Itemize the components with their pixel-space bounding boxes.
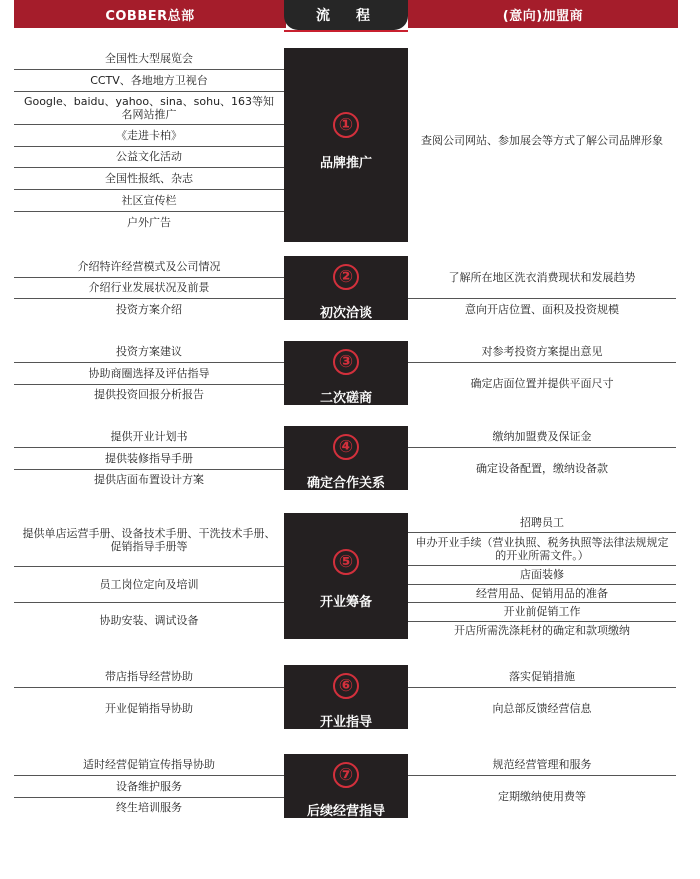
- hq-task: [14, 167, 284, 189]
- franchisee-task: [408, 447, 676, 490]
- hq-task: [14, 189, 284, 211]
- row-divider: [408, 447, 676, 448]
- franchisee-task-text: 向总部反馈经营信息: [492, 701, 592, 715]
- hq-task: [14, 341, 284, 362]
- stage-number: ④: [333, 434, 359, 460]
- franchisee-task: [408, 426, 676, 447]
- row-divider: [14, 124, 284, 125]
- row-divider: [408, 602, 676, 603]
- header-hq: COBBER总部: [14, 0, 286, 28]
- header-franchisee: (意向)加盟商: [408, 0, 678, 28]
- franchisee-task: [408, 565, 676, 584]
- franchisee-task-text: 定期缴纳使用费等: [498, 790, 586, 803]
- row-divider: [14, 775, 284, 776]
- row-divider: [408, 532, 676, 533]
- row-divider: [14, 602, 284, 603]
- stage-name: 确定合作关系: [306, 476, 385, 491]
- hq-task: [14, 146, 284, 167]
- franchisee-task: [408, 513, 676, 532]
- hq-task: [14, 256, 284, 277]
- hq-task-text: 介绍特许经营模式及公司情况: [77, 260, 221, 273]
- hq-task-text: 提供开业计划书: [110, 430, 188, 443]
- franchisee-task-text: 意向开店位置、面积及投资规模: [465, 302, 619, 316]
- row-divider: [408, 298, 676, 299]
- stage-number: ⑤: [333, 549, 359, 575]
- row-divider: [14, 797, 284, 798]
- stage-name: 开业筹备: [319, 595, 372, 610]
- hq-task-text: 户外广告: [127, 215, 171, 229]
- row-divider: [408, 775, 676, 776]
- stage-box-6: [284, 665, 408, 729]
- hq-task-text: 协助安装、调试设备: [99, 614, 199, 627]
- hq-task-text: 协助商圈选择及评估指导: [88, 366, 210, 380]
- franchisee-task-text: 规范经营管理和服务: [492, 758, 592, 771]
- row-divider: [14, 566, 284, 567]
- franchisee-task: [408, 602, 676, 621]
- franchisee-task-text: 经营用品、促销用品的准备: [476, 586, 608, 600]
- stage-box-3: [284, 341, 408, 405]
- hq-task: [14, 277, 284, 298]
- hq-task-text: 投资方案介绍: [116, 302, 182, 316]
- stage-name: 初次洽谈: [319, 306, 372, 321]
- hq-task-text: 社区宣传栏: [121, 193, 177, 207]
- row-divider: [14, 362, 284, 363]
- franchisee-task-text: 开业前促销工作: [503, 605, 581, 618]
- stage-number: ③: [333, 349, 359, 375]
- hq-task-text: 《走进卡柏》: [116, 128, 182, 142]
- franchisee-task-text: 查阅公司网站、参加展会等方式了解公司品牌形象: [421, 133, 663, 147]
- stage-number: ⑦: [333, 762, 359, 788]
- hq-task-text: Google、baidu、yahoo、sina、sohu、163等知名网站推广: [23, 94, 275, 121]
- hq-task-text: 公益文化活动: [116, 150, 182, 163]
- hq-task: [14, 362, 284, 384]
- hq-task-text: 终生培训服务: [116, 801, 182, 814]
- stage-number: ⑥: [333, 673, 359, 699]
- hq-task-text: 全国性大型展览会: [105, 52, 193, 65]
- row-divider: [14, 146, 284, 147]
- hq-task: [14, 384, 284, 405]
- hq-task-text: 提供装修指导手册: [105, 451, 193, 465]
- hq-task: [14, 687, 284, 729]
- hq-task-text: 提供店面布置设计方案: [94, 473, 204, 486]
- franchisee-task: [408, 775, 676, 818]
- franchisee-task-text: 落实促销措施: [509, 669, 575, 683]
- stage-box-4: [284, 426, 408, 490]
- row-divider: [408, 584, 676, 585]
- hq-task-text: 设备维护服务: [116, 779, 182, 793]
- franchisee-task-text: 确定店面位置并提供平面尺寸: [470, 377, 614, 390]
- stage-name: 后续经营指导: [306, 804, 385, 819]
- stage-box-7: [284, 754, 408, 818]
- franchisee-task-text: 了解所在地区洗衣消费现状和发展趋势: [448, 270, 636, 284]
- franchisee-task-text: 申办开业手续（营业执照、税务执照等法律法规规定的开业所需文件。）: [415, 535, 669, 562]
- franchisee-task: [408, 256, 676, 298]
- franchisee-task: [408, 298, 676, 320]
- hq-task: [14, 513, 284, 566]
- hq-task-text: 全国性报纸、杂志: [105, 171, 193, 185]
- hq-task-text: 开业促销指导协助: [105, 701, 193, 715]
- stage-box-1: [284, 48, 408, 242]
- franchisee-task: [408, 341, 676, 362]
- franchisee-task-text: 缴纳加盟费及保证金: [492, 430, 592, 443]
- franchisee-task-text: 对参考投资方案提出意见: [481, 345, 603, 358]
- hq-task: [14, 211, 284, 233]
- row-divider: [14, 469, 284, 470]
- franchisee-task: [408, 532, 676, 565]
- stage-number: ②: [333, 264, 359, 290]
- row-divider: [14, 91, 284, 92]
- row-divider: [14, 277, 284, 278]
- row-divider: [408, 565, 676, 566]
- franchisee-task-text: 开店所需洗涤耗材的确定和款项缴纳: [454, 623, 630, 637]
- franchisee-task: [408, 665, 676, 687]
- row-divider: [408, 621, 676, 622]
- hq-task: [14, 469, 284, 490]
- stage-name: 品牌推广: [319, 156, 372, 171]
- row-divider: [14, 384, 284, 385]
- row-divider: [14, 211, 284, 212]
- franchisee-task: [408, 754, 676, 775]
- hq-task-text: 员工岗位定向及培训: [99, 577, 199, 591]
- franchisee-task-text: 确定设备配置，缴纳设备款: [476, 462, 608, 475]
- hq-task-text: 带店指导经营协助: [105, 669, 193, 683]
- row-divider: [408, 687, 676, 688]
- franchisee-task-text: 招聘员工: [520, 516, 564, 529]
- hq-task: [14, 48, 284, 69]
- row-divider: [408, 362, 676, 363]
- hq-task: [14, 298, 284, 320]
- hq-task: [14, 69, 284, 91]
- row-divider: [14, 447, 284, 448]
- row-divider: [14, 687, 284, 688]
- stage-box-2: [284, 256, 408, 320]
- hq-task-text: CCTV、各地地方卫视台: [90, 73, 208, 87]
- stage-name: 开业指导: [319, 715, 372, 730]
- franchisee-task-text: 店面装修: [520, 568, 564, 581]
- hq-task: [14, 426, 284, 447]
- hq-task: [14, 797, 284, 818]
- stage-box-5: [284, 513, 408, 639]
- hq-task: [14, 124, 284, 146]
- hq-task: [14, 447, 284, 469]
- hq-task: [14, 775, 284, 797]
- hq-task-text: 介绍行业发展状况及前景: [88, 281, 210, 294]
- franchisee-task: [408, 687, 676, 729]
- hq-task: [14, 91, 284, 124]
- hq-task-text: 提供投资回报分析报告: [94, 388, 204, 401]
- stage-number: ①: [333, 112, 359, 138]
- header-process: 流 程: [284, 0, 408, 30]
- hq-task: [14, 665, 284, 687]
- franchisee-task: [408, 584, 676, 602]
- franchisee-task: [408, 362, 676, 405]
- hq-task-text: 适时经营促销宣传指导协助: [83, 758, 215, 771]
- row-divider: [14, 69, 284, 70]
- header-divider: [284, 30, 408, 32]
- franchisee-task: [408, 112, 676, 168]
- hq-task: [14, 602, 284, 639]
- row-divider: [14, 189, 284, 190]
- franchisee-task: [408, 621, 676, 639]
- stage-name: 二次磋商: [319, 391, 372, 406]
- row-divider: [14, 298, 284, 299]
- hq-task: [14, 566, 284, 602]
- hq-task-text: 投资方案建议: [116, 345, 182, 358]
- hq-task-text: 提供单店运营手册、设备技术手册、干洗技术手册、促销指导手册等: [22, 526, 276, 553]
- hq-task: [14, 754, 284, 775]
- row-divider: [14, 167, 284, 168]
